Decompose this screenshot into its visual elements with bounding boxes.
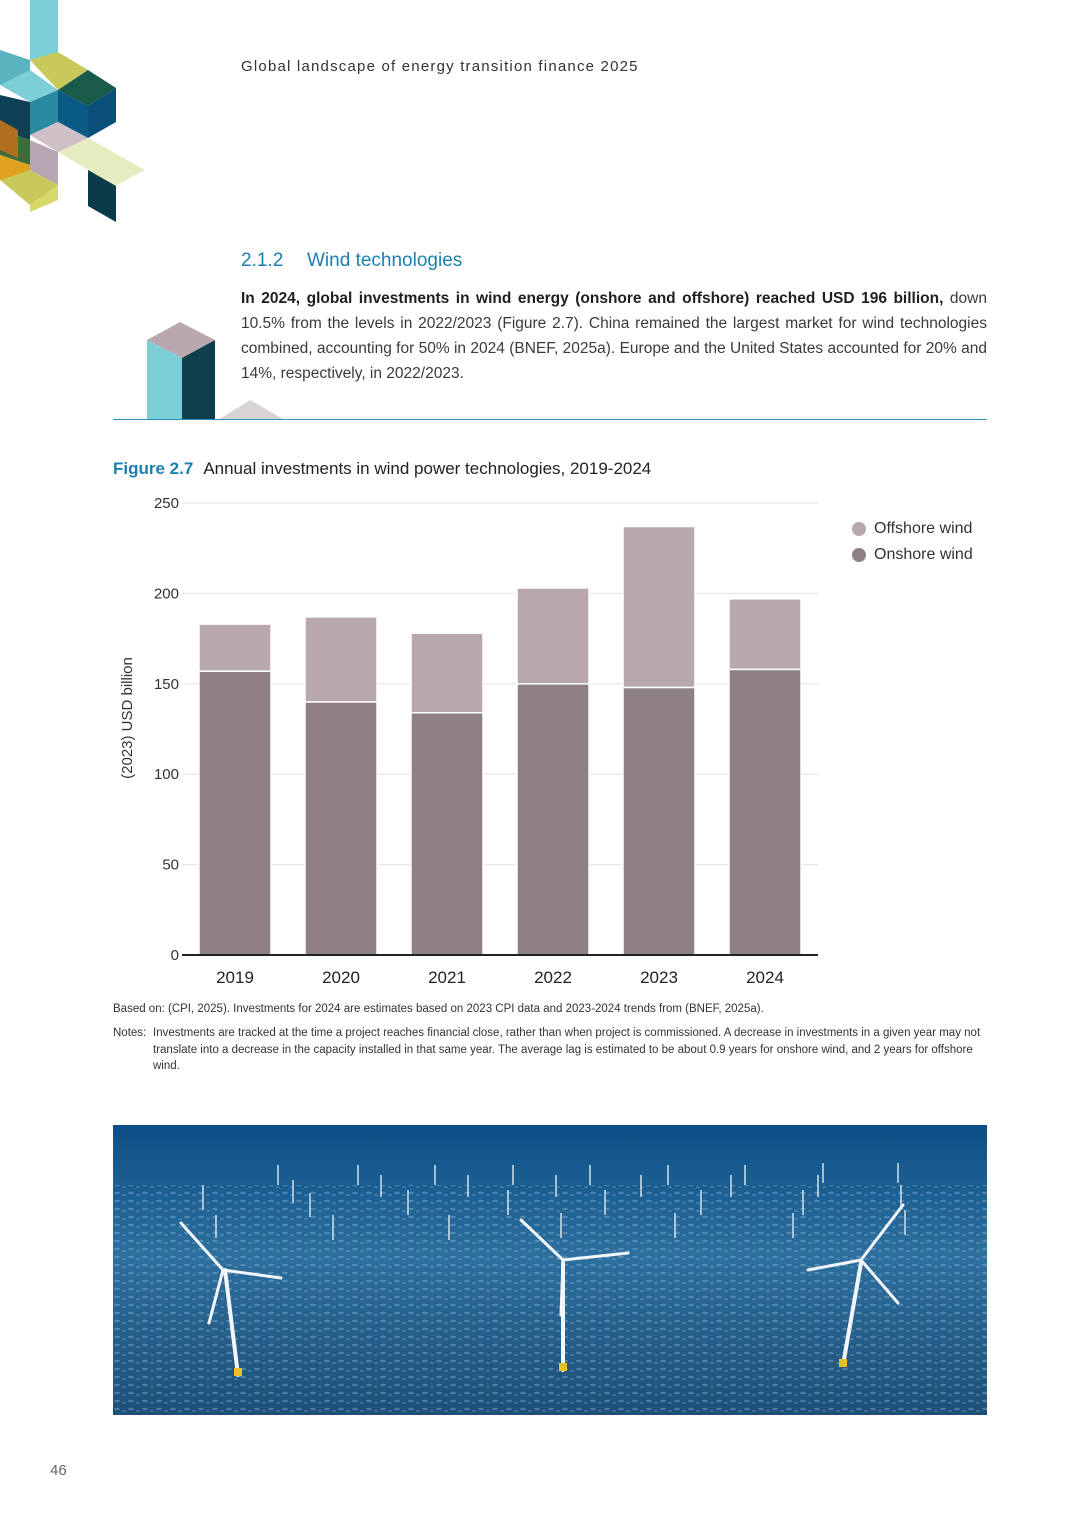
x-tick-label-2023: 2023	[640, 968, 678, 987]
y-tick-label-0: 0	[170, 947, 179, 964]
section-divider	[113, 419, 987, 420]
bar-offshore-wind-2023	[623, 527, 695, 688]
chart-legend	[852, 520, 973, 572]
figure-notes	[113, 1025, 983, 1075]
legend-label-offshore: Offshore wind	[874, 520, 973, 537]
legend-item-offshore	[852, 520, 973, 538]
y-axis-ticks	[154, 495, 179, 964]
bar-offshore-wind-2022	[517, 588, 589, 684]
intro-bold-text: In 2024, global investments in wind energy (onshore and offshore) reached USD 196 billion,	[241, 290, 944, 307]
y-tick-label-50: 50	[162, 856, 179, 874]
intro-text: down 10.5% from the levels in 2022/2023 (Figure 2.7). China remained the largest market for wind technologies combined, accounting for 50% in 2024 (BNEF, 2025a). Europe and the United States accounted for 20% and 14%, respectively, in 2022/2023.	[241, 290, 987, 382]
x-tick-label-2019: 2019	[216, 968, 254, 987]
bar-onshore-wind-2023	[623, 687, 695, 955]
y-tick-label-250: 250	[153, 495, 179, 512]
bars	[199, 527, 801, 955]
legend-swatch-offshore	[852, 522, 866, 536]
y-axis-label: (2023) USD billion	[119, 657, 136, 779]
x-axis-ticks	[216, 968, 784, 987]
stacked-bar-chart	[110, 490, 830, 990]
gridlines	[182, 503, 818, 865]
legend-item-onshore	[852, 546, 973, 564]
y-tick-label-150: 150	[153, 675, 179, 693]
bar-onshore-wind-2021	[411, 713, 483, 955]
bar-onshore-wind-2020	[305, 702, 377, 955]
figure-title: Annual investments in wind power technologies, 2019-2024	[203, 459, 652, 478]
bar-offshore-wind-2024	[729, 599, 801, 670]
running-header: Global landscape of energy transition finance 2025	[241, 58, 639, 75]
section-number: 2.1.2	[241, 250, 284, 271]
x-tick-label-2021: 2021	[428, 968, 466, 987]
y-tick-label-200: 200	[153, 585, 179, 603]
notes-label: Notes:	[113, 1027, 147, 1039]
page-number: 46	[50, 1462, 67, 1479]
bar-offshore-wind-2021	[411, 633, 483, 713]
bar-offshore-wind-2020	[305, 617, 377, 702]
figure-number: Figure 2.7	[113, 459, 194, 478]
bar-onshore-wind-2024	[729, 669, 801, 955]
bar-offshore-wind-2019	[199, 624, 271, 671]
offshore-wind-farm-photo	[113, 1125, 987, 1415]
legend-label-onshore: Onshore wind	[874, 546, 973, 563]
notes-text: Investments are tracked at the time a project reaches financial close, rather than when project is commissioned. A decrease in investments in a given year may not translate into a decrease in the capacity installed in that same year. The average lag is estimated to be about 0.9 years for onshore wind, and 2 years for offshore wind.	[153, 1027, 981, 1072]
section-title: Wind technologies	[307, 250, 463, 271]
y-tick-label-100: 100	[153, 766, 179, 784]
bar-onshore-wind-2019	[199, 671, 271, 955]
x-tick-label-2022: 2022	[534, 968, 572, 987]
section-heading	[241, 250, 462, 272]
figure-source: Based on: (CPI, 2025). Investments for 2024 are estimates based on 2023 CPI data and 2023-2024 trends from (BNEF, 2025a).	[113, 1003, 764, 1015]
legend-swatch-onshore	[852, 548, 866, 562]
intro-paragraph	[241, 286, 987, 386]
x-tick-label-2024: 2024	[746, 968, 784, 987]
bar-onshore-wind-2022	[517, 684, 589, 955]
decorative-cubes-graphic	[0, 0, 160, 230]
figure-caption	[113, 459, 651, 479]
x-tick-label-2020: 2020	[322, 968, 360, 987]
